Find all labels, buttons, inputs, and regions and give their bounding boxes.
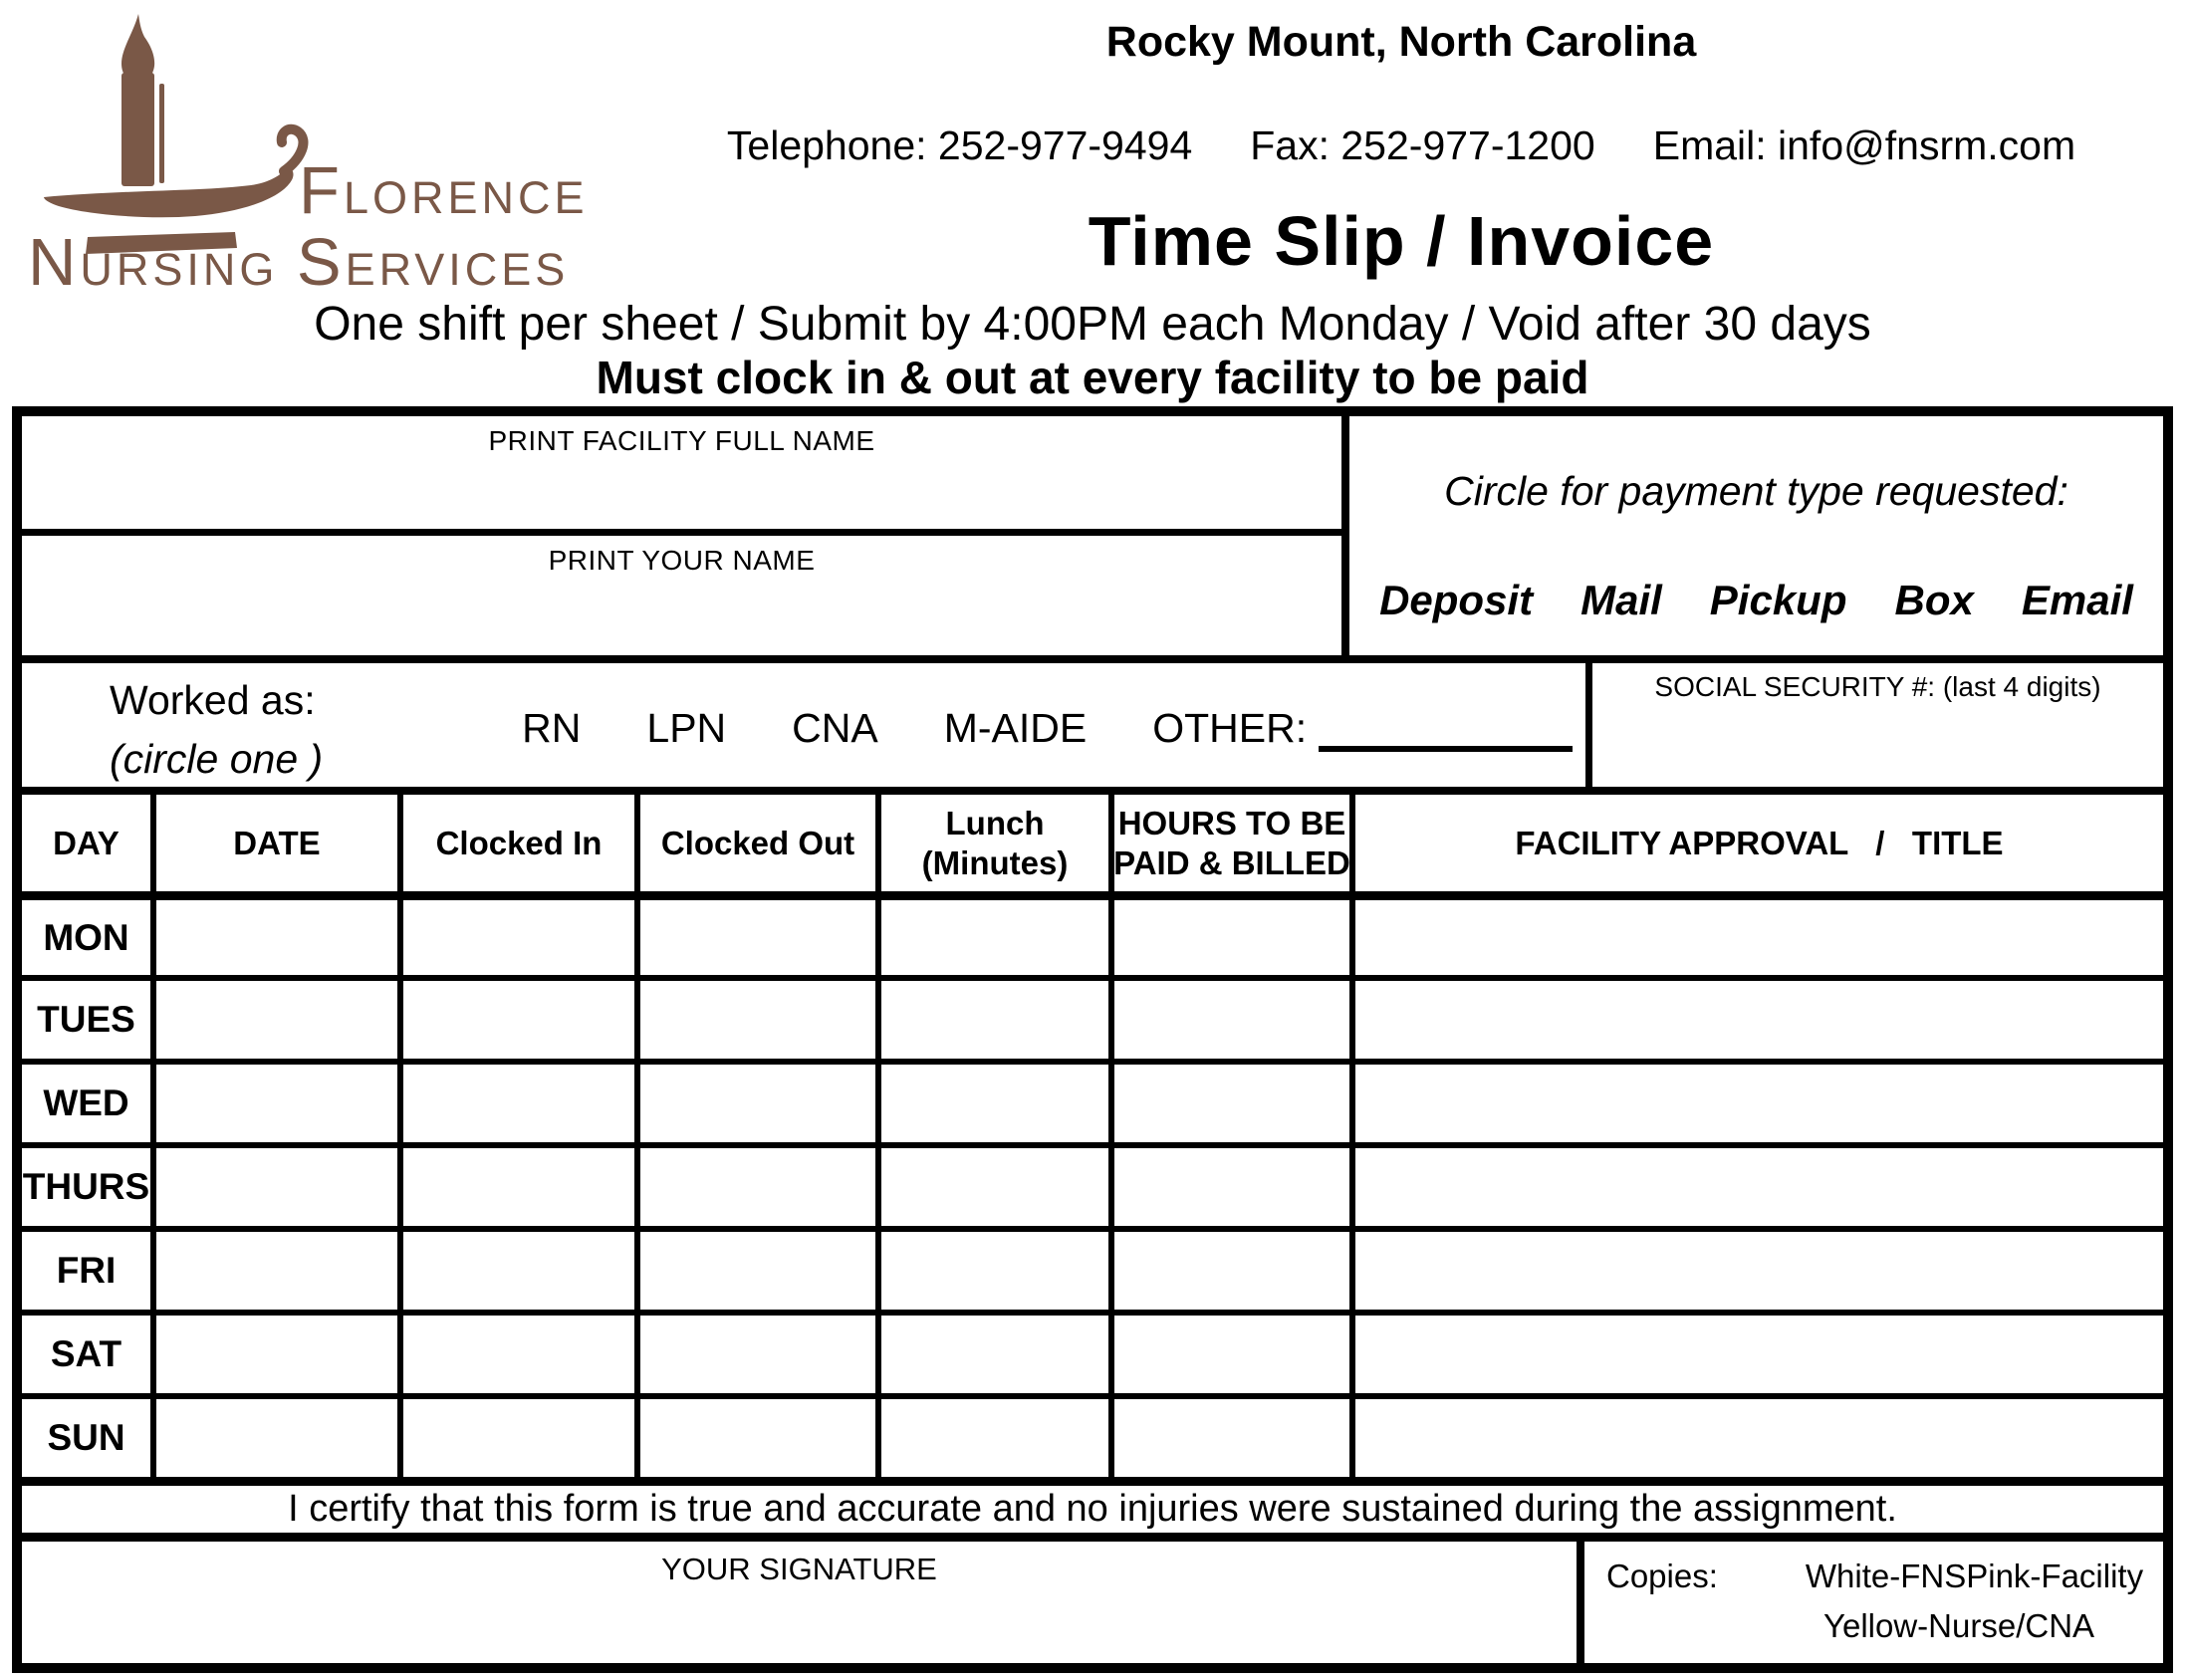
your-name-label: PRINT YOUR NAME [548, 545, 816, 576]
cell-mon-approval[interactable] [1349, 900, 2163, 975]
cell-tues-clocked-out[interactable] [634, 981, 875, 1059]
cell-mon-lunch[interactable] [875, 900, 1108, 975]
copies-cell [1584, 1542, 2163, 1663]
cell-thurs-hours[interactable] [1108, 1148, 1349, 1226]
name-fields [22, 416, 1349, 655]
copies-pink-facility: Pink-Facility [1966, 1558, 2144, 1594]
column-header-lunch: Lunch (Minutes) [875, 795, 1108, 891]
table-row-thurs [22, 1142, 2163, 1226]
day-label-sat: SAT [50, 1333, 122, 1374]
copies-label: Copies: [1606, 1558, 1718, 1594]
table-row-sun [22, 1393, 2163, 1477]
circle-one-label: (circle one ) [110, 736, 324, 783]
florence-nursing-services-logo [18, 8, 596, 300]
cell-thurs-clocked-in[interactable] [397, 1148, 634, 1226]
column-header-clocked-in: Clocked In [397, 795, 634, 891]
table-row-wed [22, 1059, 2163, 1142]
cell-sun-lunch[interactable] [875, 1399, 1108, 1477]
cell-sun-clocked-in[interactable] [397, 1399, 634, 1477]
cell-sat-lunch[interactable] [875, 1316, 1108, 1393]
worked-as-cell [22, 663, 1592, 787]
day-label-thurs: THURS [22, 1166, 150, 1207]
cell-mon-date[interactable] [150, 900, 397, 975]
cell-wed-hours[interactable] [1108, 1065, 1349, 1142]
role-option-maide[interactable]: M-AIDE [943, 704, 1088, 751]
role-options [522, 663, 1573, 787]
cell-mon-hours[interactable] [1108, 900, 1349, 975]
payment-option-mail[interactable]: Mail [1580, 577, 1662, 623]
your-name-field[interactable] [22, 529, 1341, 655]
column-header-date: DATE [150, 795, 397, 891]
role-option-cna[interactable]: CNA [792, 704, 878, 751]
day-label-sun: SUN [47, 1417, 125, 1458]
cell-fri-hours[interactable] [1108, 1232, 1349, 1310]
cell-tues-date[interactable] [150, 981, 397, 1059]
section-signature [22, 1533, 2163, 1663]
column-header-day: DAY [53, 824, 120, 861]
role-option-rn[interactable]: RN [522, 704, 582, 751]
column-header-facility-approval: FACILITY APPROVAL / TITLE [1349, 795, 2163, 891]
header-fax: Fax: 252-977-1200 [1250, 122, 1595, 168]
cell-fri-clocked-out[interactable] [634, 1232, 875, 1310]
payment-type-cell [1349, 416, 2163, 655]
header-contact-line [617, 122, 2185, 169]
payment-option-deposit[interactable]: Deposit [1379, 577, 1534, 623]
cell-sat-hours[interactable] [1108, 1316, 1349, 1393]
cell-thurs-lunch[interactable] [875, 1148, 1108, 1226]
cell-thurs-date[interactable] [150, 1148, 397, 1226]
cell-tues-lunch[interactable] [875, 981, 1108, 1059]
header-block [617, 0, 2185, 281]
time-slip-form [12, 406, 2173, 1673]
table-row-fri [22, 1226, 2163, 1310]
worked-as-labels [110, 663, 323, 787]
cell-fri-lunch[interactable] [875, 1232, 1108, 1310]
cell-wed-approval[interactable] [1349, 1065, 2163, 1142]
cell-wed-clocked-out[interactable] [634, 1065, 875, 1142]
role-option-lpn[interactable]: LPN [646, 704, 727, 751]
timesheet-header-row [22, 787, 2163, 891]
copies-white-fns: White-FNS [1805, 1558, 1967, 1594]
cell-tues-hours[interactable] [1108, 981, 1349, 1059]
cell-wed-lunch[interactable] [875, 1065, 1108, 1142]
day-label-mon: MON [43, 916, 129, 958]
cell-sat-clocked-out[interactable] [634, 1316, 875, 1393]
table-row-mon [22, 891, 2163, 975]
cell-tues-clocked-in[interactable] [397, 981, 634, 1059]
cell-fri-date[interactable] [150, 1232, 397, 1310]
signature-field[interactable] [22, 1542, 1584, 1663]
day-label-wed: WED [43, 1082, 129, 1123]
cell-mon-clocked-out[interactable] [634, 900, 875, 975]
ssn-label: SOCIAL SECURITY #: (last 4 digits) [1654, 671, 2101, 702]
cell-fri-approval[interactable] [1349, 1232, 2163, 1310]
cell-thurs-approval[interactable] [1349, 1148, 2163, 1226]
cell-thurs-clocked-out[interactable] [634, 1148, 875, 1226]
signature-label: YOUR SIGNATURE [661, 1552, 937, 1586]
section-names-payment [22, 416, 2163, 655]
role-other-label: OTHER: [1152, 704, 1308, 751]
cell-mon-clocked-in[interactable] [397, 900, 634, 975]
cell-sat-approval[interactable] [1349, 1316, 2163, 1393]
logo-word-nursing: NURSING [28, 225, 279, 300]
nightingale-lamp-icon [38, 10, 317, 264]
header-subtitle: One shift per sheet / Submit by 4:00PM each Monday / Void after 30 days [314, 298, 1871, 351]
column-header-clocked-out: Clocked Out [634, 795, 875, 891]
cell-sun-date[interactable] [150, 1399, 397, 1477]
payment-option-box[interactable]: Box [1894, 577, 1974, 623]
cell-sun-clocked-out[interactable] [634, 1399, 875, 1477]
logo-word-services: SERVICES [296, 225, 570, 300]
cell-tues-approval[interactable] [1349, 981, 2163, 1059]
certification-statement: I certify that this form is true and accurate and no injuries were sustained during the assignment. [22, 1477, 2163, 1533]
cell-wed-date[interactable] [150, 1065, 397, 1142]
day-label-fri: FRI [56, 1250, 117, 1291]
payment-options [1379, 577, 2133, 624]
header-notice: Must clock in & out at every facility to be paid [596, 352, 1589, 403]
facility-name-label: PRINT FACILITY FULL NAME [488, 425, 875, 456]
payment-option-email[interactable]: Email [2021, 577, 2133, 623]
worked-as-label: Worked as: [110, 677, 316, 723]
cell-fri-clocked-in[interactable] [397, 1232, 634, 1310]
header-telephone: Telephone: 252-977-9494 [726, 122, 1193, 168]
cell-sun-hours[interactable] [1108, 1399, 1349, 1477]
section-role-ssn [22, 655, 2163, 787]
table-row-tues [22, 975, 2163, 1059]
column-header-hours: HOURS TO BE PAID & BILLED [1108, 795, 1349, 891]
cell-sat-date[interactable] [150, 1316, 397, 1393]
day-label-tues: TUES [37, 999, 135, 1040]
role-other-blank-field[interactable] [1319, 704, 1573, 752]
table-row-sat [22, 1310, 2163, 1393]
page-title: Time Slip / Invoice [1088, 202, 1715, 280]
header-city: Rocky Mount, North Carolina [1105, 18, 1697, 66]
facility-name-field[interactable] [22, 416, 1341, 529]
cell-wed-clocked-in[interactable] [397, 1065, 634, 1142]
header-email: Email: info@fnsrm.com [1652, 122, 2076, 168]
payment-option-pickup[interactable]: Pickup [1709, 577, 1847, 623]
ssn-field[interactable] [1592, 663, 2163, 787]
copies-yellow-nurse: Yellow-Nurse/CNA [1823, 1607, 2095, 1644]
logo-word-florence: FLORENCE [299, 153, 589, 228]
cell-sat-clocked-in[interactable] [397, 1316, 634, 1393]
payment-prompt: Circle for payment type requested: [1444, 468, 2068, 514]
cell-sun-approval[interactable] [1349, 1399, 2163, 1477]
